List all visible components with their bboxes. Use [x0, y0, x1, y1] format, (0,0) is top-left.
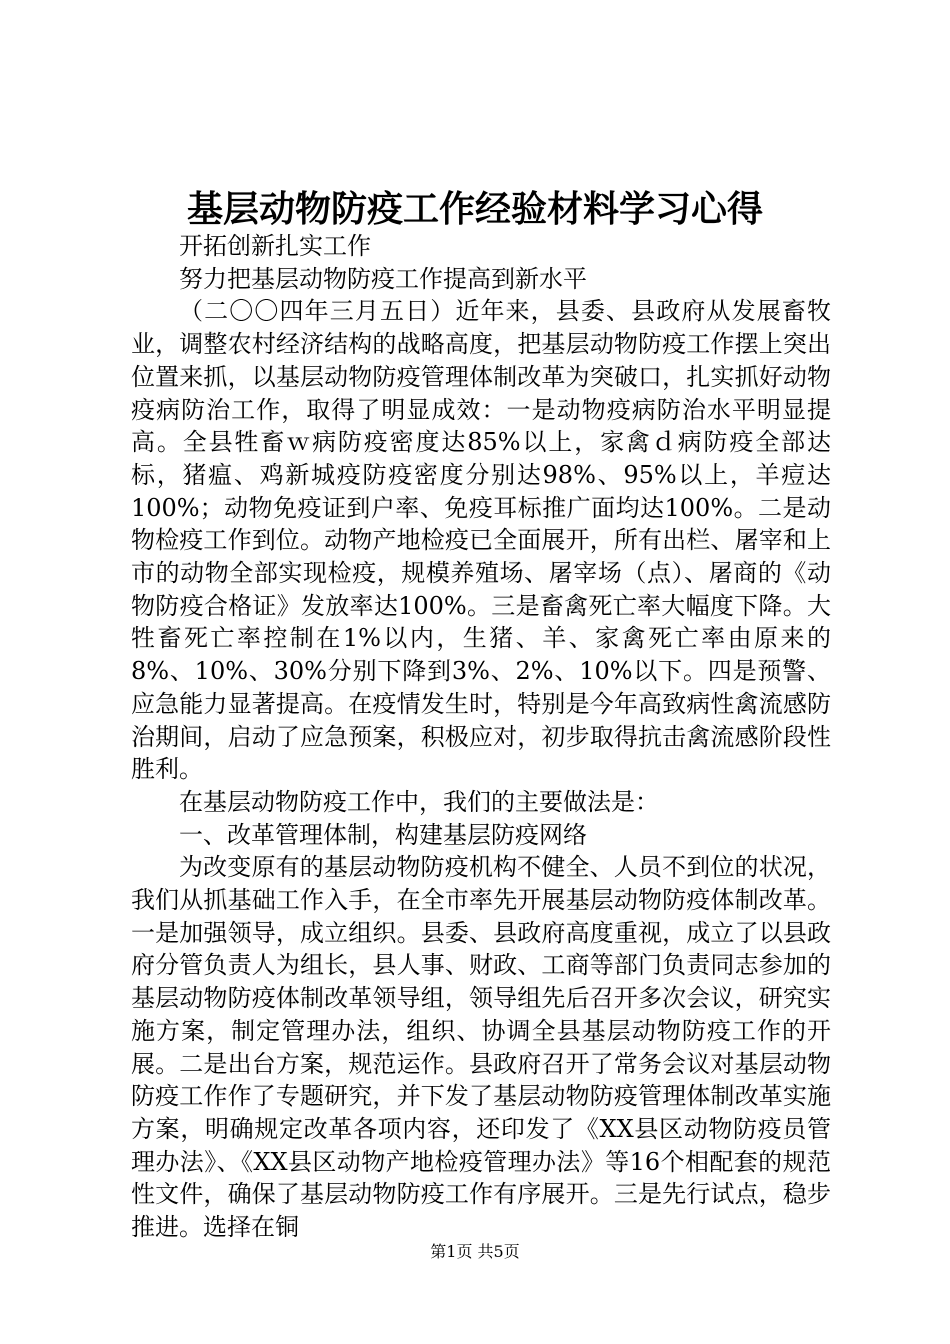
section-heading: 一、改革管理体制，构建基层防疫网络	[179, 820, 587, 849]
paragraph: 为改变原有的基层动物防疫机构不健全、人员不到位的状况，我们从抓基础工作入手，在全市率先开展基层动物防疫体制改革。一是加强领导，成立组织。县委、县政府高度重视，成立了以县政府分管负责人为组长，县人事、财政、工商等部门负责同志参加的基层动物防疫体制改革领导组，领导组先后召开多次会议，研究实施方案，制定管理办法，组织、协调全县基层动物防疫工作的开展。二是出台方案，规范运作。县政府召开了常务会议对基层动物防疫工作作了专题研究，并下发了基层动物防疫管理体制改革实施方案，明确规定改革各项内容，还印发了《XX县区动物防疫员管理办法》、《XX县区动物产地检疫管理办法》等16个相配套的规范性文件，确保了基层动物防疫工作有序展开。三是先行试点，稳步推进。选择在铜	[131, 853, 831, 1242]
paragraph: 努力把基层动物防疫工作提高到新水平	[179, 264, 587, 293]
paragraph: 在基层动物防疫工作中，我们的主要做法是：	[179, 787, 659, 816]
document-body	[131, 230, 831, 1244]
paragraph: （二〇〇四年三月五日）近年来，县委、县政府从发展畜牧业，调整农村经济结构的战略高度，把基层动物防疫工作摆上突出位置来抓，以基层动物防疫管理体制改革为突破口，扎实抓好动物疫病防治工作，取得了明显成效：一是动物疫病防治水平明显提高。全县牲畜ｗ病防疫密度达85%以上，家禽ｄ病防疫全部达标，猪瘟、鸡新城疫防疫密度分别达98%、95%以上，羊痘达100%；动物免疫证到户率、免疫耳标推广面均达100%。二是动物检疫工作到位。动物产地检疫已全面展开，所有出栏、屠宰和上市的动物全部实现检疫，规模养殖场、屠宰场（点）、屠商的《动物防疫合格证》发放率达100%。三是畜禽死亡率大幅度下降。大牲畜死亡率控制在1%以内，生猪、羊、家禽死亡率由原来的8%、10%、30%分别下降到3%、2%、10%以下。四是预警、应急能力显著提高。在疫情发生时，特别是今年高致病性禽流感防治期间，启动了应急预案，积极应对，初步取得抗击禽流感阶段性胜利。	[131, 297, 831, 784]
paragraph: 开拓创新扎实工作	[179, 232, 371, 260]
page-footer: 第1页 共5页	[430, 1242, 520, 1261]
document-title: 基层动物防疫工作经验材料学习心得	[186, 188, 763, 230]
